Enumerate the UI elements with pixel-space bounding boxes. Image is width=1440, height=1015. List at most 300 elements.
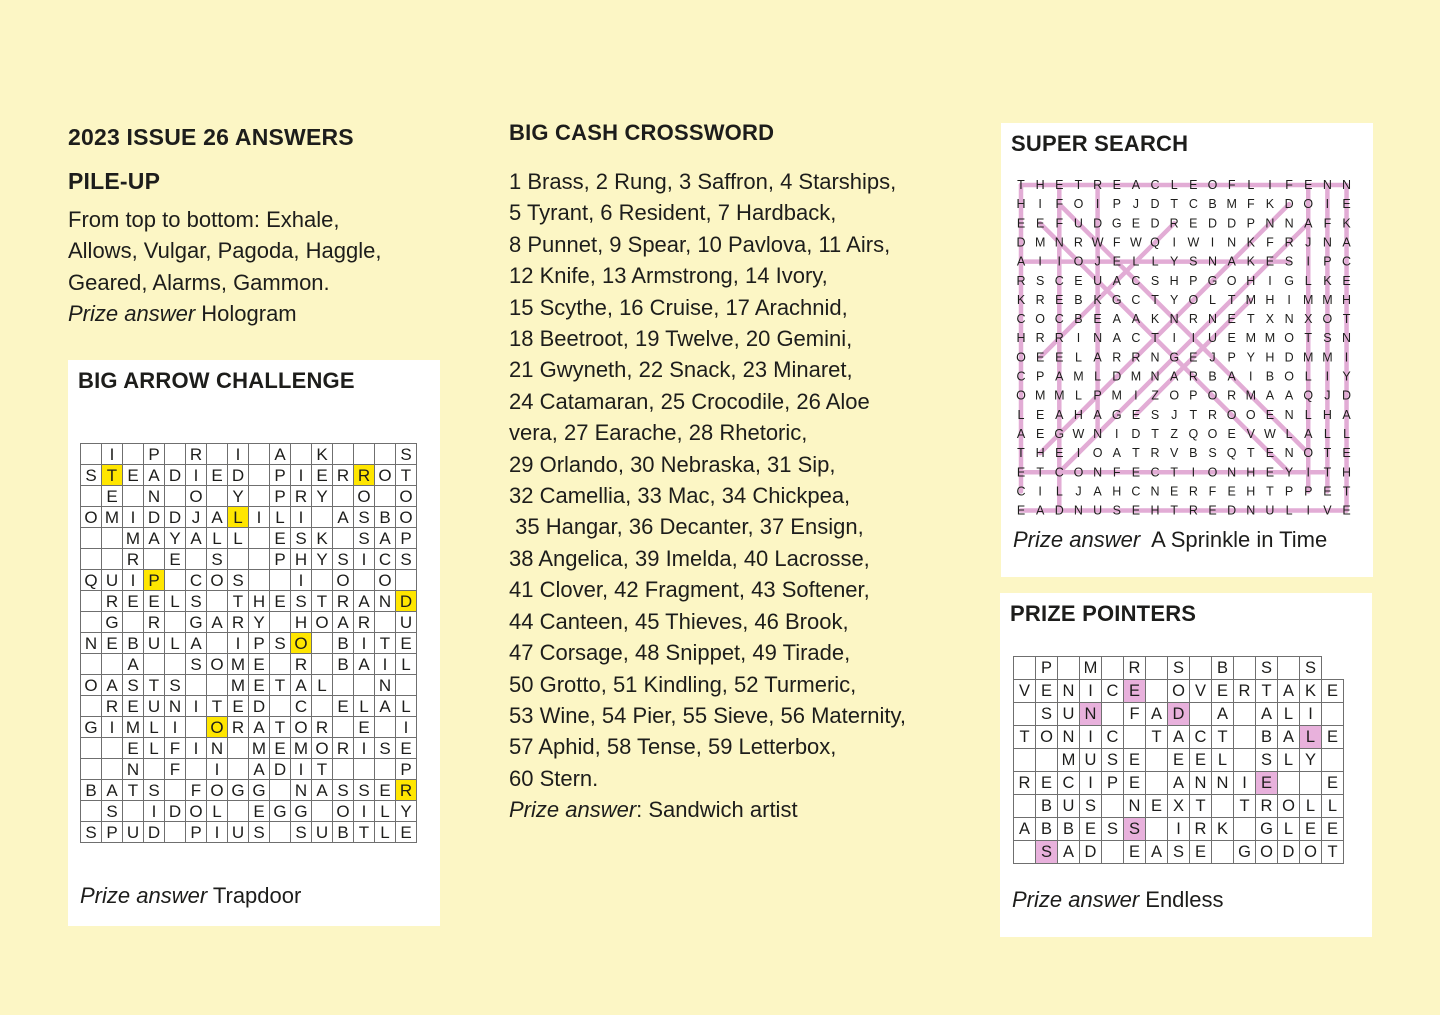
search-letter: M (1130, 369, 1142, 384)
grid-cell: L (165, 591, 186, 612)
grid-cell: D (165, 507, 186, 528)
grid-cell: D (249, 696, 270, 717)
search-letter: I (1172, 331, 1176, 346)
search-letter: G (1111, 407, 1122, 422)
search-letter: I (1344, 350, 1349, 365)
grid-row (1014, 703, 1344, 726)
grid-cell: T (1322, 841, 1344, 864)
grid-cell (81, 696, 102, 717)
grid-cell: N (123, 759, 144, 780)
grid-cell: H (249, 591, 270, 612)
grid-cell (228, 801, 249, 822)
grid-cell: E (207, 465, 228, 486)
grid-cell: E (123, 738, 144, 759)
grid-cell (270, 570, 291, 591)
grid-cell (1146, 657, 1168, 680)
search-letter: E (1189, 350, 1198, 365)
grid-cell: S (354, 780, 375, 801)
grid-cell: T (207, 696, 228, 717)
search-letter: M (1303, 292, 1314, 307)
grid-cell: N (375, 675, 396, 696)
grid-cell: I (354, 549, 375, 570)
search-letter: O (1188, 292, 1199, 307)
search-letter: K (1323, 273, 1332, 288)
grid-cell: I (144, 801, 165, 822)
grid-cell: R (1256, 795, 1278, 818)
grid-cell: C (1102, 680, 1124, 703)
search-letter: N (1093, 331, 1103, 346)
grid-cell: A (333, 507, 354, 528)
grid-cell: A (1168, 726, 1190, 749)
search-letter: N (1284, 312, 1294, 327)
grid-cell (1146, 772, 1168, 795)
search-letter: C (1342, 254, 1352, 269)
grid-table (1013, 656, 1344, 864)
grid-cell: Y (396, 801, 417, 822)
grid-cell: A (102, 675, 123, 696)
search-letter: A (1112, 446, 1121, 461)
search-letter: O (1092, 446, 1103, 461)
search-letter: E (1112, 254, 1121, 269)
grid-cell: E (1124, 680, 1146, 703)
search-letter: R (1035, 292, 1045, 307)
search-letter: E (1227, 331, 1236, 346)
grid-cell: I (102, 717, 123, 738)
grid-cell: S (291, 528, 312, 549)
grid-cell: E (144, 591, 165, 612)
search-letter: R (1073, 235, 1083, 250)
pile-up-line: From top to bottom: Exhale, (68, 207, 340, 232)
search-letter: A (1170, 369, 1179, 384)
search-letter: F (1285, 178, 1293, 192)
crossword-line: 21 Gwyneth, 22 Snack, 23 Minaret, (509, 357, 853, 383)
search-letter: L (1074, 350, 1082, 365)
search-letter: T (1151, 292, 1159, 307)
grid-cell: M (123, 717, 144, 738)
grid-cell: G (249, 780, 270, 801)
search-letter: M (1245, 292, 1257, 307)
search-letter: R (1016, 273, 1026, 288)
search-letter: L (1094, 369, 1102, 384)
search-letter: E (1035, 407, 1045, 422)
search-letter: D (1342, 388, 1352, 403)
search-letter: F (1112, 235, 1121, 250)
grid-cell: E (333, 696, 354, 717)
search-letter: C (1016, 369, 1026, 384)
search-letter: J (1094, 254, 1101, 269)
search-letter: F (1112, 465, 1121, 480)
search-letter: I (1115, 426, 1119, 441)
grid-cell (1190, 703, 1212, 726)
grid-cell: O (333, 801, 354, 822)
search-letter: K (1342, 216, 1351, 231)
grid-cell (1278, 772, 1300, 795)
grid-cell: T (354, 822, 375, 843)
grid-cell: S (1168, 841, 1190, 864)
search-letter: I (1172, 235, 1176, 250)
grid-cell: N (291, 780, 312, 801)
grid-cell (81, 801, 102, 822)
search-letter: C (1131, 292, 1141, 307)
search-letter: L (1170, 178, 1178, 192)
grid-cell: D (144, 822, 165, 843)
search-letter: U (1265, 503, 1275, 518)
grid-cell: E (1036, 772, 1058, 795)
issue-title: 2023 ISSUE 26 ANSWERS (68, 124, 354, 150)
grid-cell (375, 444, 396, 465)
search-letter: N (1073, 503, 1083, 518)
grid-cell: G (102, 612, 123, 633)
grid-cell: O (1036, 726, 1058, 749)
grid-cell (1300, 772, 1322, 795)
search-letter: H (1112, 484, 1122, 499)
prize-label: Prize answer (68, 301, 196, 327)
search-letter: R (1188, 484, 1198, 499)
grid-cell (186, 549, 207, 570)
grid-cell: I (186, 465, 207, 486)
grid-cell: I (1080, 772, 1102, 795)
search-letter: T (1189, 407, 1198, 422)
grid-cell: L (1278, 703, 1300, 726)
grid-cell: P (1102, 772, 1124, 795)
search-letter: A (1093, 407, 1102, 422)
search-letter: U (1093, 273, 1103, 288)
search-letter: M (1264, 331, 1276, 346)
grid-cell: D (228, 465, 249, 486)
search-letter: B (1265, 369, 1275, 384)
grid-cell: S (81, 822, 102, 843)
grid-cell (312, 507, 333, 528)
grid-cell: S (123, 675, 144, 696)
grid-cell: J (186, 507, 207, 528)
grid-cell: L (1322, 795, 1344, 818)
grid-cell: S (375, 738, 396, 759)
prize-value: Hologram (195, 301, 297, 327)
grid-cell: T (312, 591, 333, 612)
search-letter: N (1150, 369, 1160, 384)
grid-cell: E (1080, 818, 1102, 841)
grid-cell: E (270, 591, 291, 612)
search-letter: E (1055, 446, 1064, 461)
search-letter: F (1323, 216, 1332, 231)
search-letter: N (1246, 503, 1256, 518)
search-letter: I (1134, 388, 1138, 403)
grid-cell (1014, 841, 1036, 864)
grid-cell: E (249, 801, 270, 822)
grid-cell (270, 654, 291, 675)
search-letter: L (1074, 388, 1082, 403)
search-letter: E (1131, 216, 1141, 231)
grid-cell: S (1256, 657, 1278, 680)
search-letter: M (1245, 331, 1257, 346)
search-letter: P (1227, 350, 1236, 365)
search-letter: L (1151, 254, 1159, 269)
grid-cell: E (123, 696, 144, 717)
grid-cell: M (249, 738, 270, 759)
search-letter: A (1284, 388, 1294, 403)
grid-cell: O (81, 507, 102, 528)
grid-cell: D (396, 591, 417, 612)
grid-cell: S (354, 507, 375, 528)
pile-up-answers (68, 204, 428, 330)
grid-cell (1278, 657, 1300, 680)
grid-cell: F (1124, 703, 1146, 726)
grid-cell (312, 696, 333, 717)
grid-cell (1102, 657, 1124, 680)
grid-cell: M (1058, 749, 1080, 772)
grid-cell: A (1212, 703, 1234, 726)
grid-cell: T (123, 780, 144, 801)
grid-cell: S (186, 591, 207, 612)
grid-cell: O (375, 465, 396, 486)
grid-cell: L (354, 696, 375, 717)
grid-cell: A (312, 780, 333, 801)
grid-cell: T (270, 675, 291, 696)
grid-cell (312, 570, 333, 591)
grid-cell: G (1256, 818, 1278, 841)
grid-cell: N (81, 633, 102, 654)
search-letter: P (1189, 273, 1198, 288)
search-letter: E (1304, 178, 1313, 192)
search-letter: O (1303, 197, 1314, 212)
search-letter: I (1325, 197, 1330, 212)
grid-cell: L (144, 717, 165, 738)
grid-cell (375, 486, 396, 507)
pile-up-line: Allows, Vulgar, Pagoda, Haggle, (68, 238, 382, 264)
grid-cell (333, 444, 354, 465)
crossword-line: 29 Orlando, 30 Nebraska, 31 Sip, (509, 451, 836, 477)
search-letter: P (1093, 388, 1102, 403)
crossword-line: 35 Hangar, 36 Decanter, 37 Ensign, (509, 514, 864, 540)
grid-row (81, 486, 417, 507)
search-letter: I (1095, 197, 1100, 212)
search-letter: I (1057, 254, 1062, 269)
search-letter: F (1055, 216, 1064, 231)
search-letter: E (1170, 484, 1179, 499)
grid-cell: X (1168, 795, 1190, 818)
search-letter: W (1187, 235, 1200, 250)
grid-cell (375, 717, 396, 738)
grid-cell: B (1256, 726, 1278, 749)
search-letter: P (1112, 197, 1121, 212)
grid-cell: E (312, 465, 333, 486)
search-letter: M (1245, 388, 1257, 403)
grid-row (81, 528, 417, 549)
grid-cell: C (1190, 726, 1212, 749)
grid-cell: F (165, 738, 186, 759)
grid-cell (333, 717, 354, 738)
grid-cell: G (270, 801, 291, 822)
search-letter: G (1111, 292, 1122, 307)
search-letter: H (1246, 484, 1256, 499)
grid-cell (186, 759, 207, 780)
grid-cell (1234, 703, 1256, 726)
grid-cell: L (144, 738, 165, 759)
search-letter: C (1054, 465, 1064, 480)
grid-row (1014, 680, 1344, 703)
grid-cell (81, 654, 102, 675)
grid-cell (207, 486, 228, 507)
grid-cell: P (144, 570, 165, 591)
search-letter: E (1227, 426, 1236, 441)
grid-cell: O (312, 738, 333, 759)
search-letter: A (1342, 235, 1351, 250)
search-letter: F (1208, 484, 1217, 499)
grid-cell: O (1168, 680, 1190, 703)
grid-cell: S (165, 675, 186, 696)
crossword-line: 5 Tyrant, 6 Resident, 7 Hardback, (509, 200, 837, 226)
grid-cell: P (396, 759, 417, 780)
grid-cell (396, 570, 417, 591)
grid-row (81, 738, 417, 759)
search-letter: A (1093, 350, 1102, 365)
big-arrow-grid (80, 443, 417, 843)
grid-row (81, 801, 417, 822)
grid-cell: O (291, 717, 312, 738)
search-letter: I (1076, 331, 1081, 346)
grid-cell: T (375, 633, 396, 654)
grid-cell: E (165, 549, 186, 570)
grid-cell: G (291, 801, 312, 822)
grid-row (1014, 841, 1344, 864)
search-letter: S (1112, 503, 1121, 518)
search-letter: L (1132, 254, 1140, 269)
grid-cell: I (291, 507, 312, 528)
grid-cell (1146, 818, 1168, 841)
grid-cell: U (123, 822, 144, 843)
search-letter: T (1342, 484, 1351, 499)
search-letter: N (1284, 216, 1294, 231)
search-letter: O (1073, 465, 1084, 480)
grid-cell (207, 633, 228, 654)
grid-row (81, 612, 417, 633)
search-letter: Q (1303, 388, 1314, 403)
search-letter: M (1322, 350, 1333, 365)
search-letter: C (1131, 331, 1141, 346)
grid-cell: D (1278, 841, 1300, 864)
search-letter: C (1131, 273, 1141, 288)
search-letter: I (1268, 178, 1272, 192)
grid-cell: F (165, 759, 186, 780)
big-cash-crossword-answers (509, 166, 959, 826)
grid-row (1014, 749, 1344, 772)
grid-cell: L (207, 801, 228, 822)
search-letter: M (1073, 369, 1084, 384)
grid-cell: R (333, 738, 354, 759)
search-letter: D (1227, 216, 1237, 231)
grid-cell (270, 780, 291, 801)
search-letter: L (1304, 369, 1312, 384)
grid-cell: Y (312, 486, 333, 507)
grid-cell: A (375, 696, 396, 717)
search-letter: C (1054, 312, 1064, 327)
search-letter: N (1093, 426, 1103, 441)
grid-cell: L (1212, 749, 1234, 772)
grid-cell (102, 654, 123, 675)
grid-cell: I (102, 444, 123, 465)
grid-cell: O (291, 633, 312, 654)
grid-row (81, 633, 417, 654)
search-letter: I (1191, 331, 1196, 346)
grid-cell (1322, 749, 1344, 772)
search-letter: D (1093, 216, 1103, 231)
grid-cell (333, 528, 354, 549)
grid-row (81, 675, 417, 696)
grid-cell (1234, 818, 1256, 841)
grid-cell (81, 591, 102, 612)
grid-cell: N (1080, 703, 1102, 726)
search-letter: T (1266, 484, 1274, 499)
crossword-line: 1 Brass, 2 Rung, 3 Saffron, 4 Starships, (509, 169, 897, 194)
grid-cell (102, 738, 123, 759)
grid-cell: A (207, 507, 228, 528)
search-letter: M (1054, 388, 1065, 403)
grid-cell (354, 444, 375, 465)
grid-cell: D (144, 507, 165, 528)
big-arrow-challenge-card (68, 360, 440, 926)
grid-cell: R (102, 591, 123, 612)
grid-cell (207, 675, 228, 696)
grid-cell: E (375, 780, 396, 801)
prize-value: : Sandwich artist (636, 797, 798, 823)
grid-cell: A (1278, 680, 1300, 703)
grid-cell: I (228, 633, 249, 654)
search-letter: E (1074, 273, 1083, 288)
grid-cell: P (270, 465, 291, 486)
search-letter: O (1016, 350, 1026, 365)
search-letter: Y (1284, 465, 1294, 480)
grid-cell: P (270, 486, 291, 507)
grid-cell: E (1036, 680, 1058, 703)
prize-value: A Sprinkle in Time (1140, 527, 1328, 552)
grid-cell: M (102, 507, 123, 528)
grid-cell (1014, 795, 1036, 818)
search-letter: T (1170, 503, 1179, 518)
search-letter: A (1093, 484, 1102, 499)
grid-cell: U (1058, 795, 1080, 818)
grid-cell: K (1300, 680, 1322, 703)
grid-cell: E (102, 486, 123, 507)
grid-cell: I (375, 654, 396, 675)
grid-cell: O (1256, 841, 1278, 864)
grid-row (81, 696, 417, 717)
grid-cell (186, 675, 207, 696)
grid-cell (1322, 703, 1344, 726)
grid-cell: I (1234, 772, 1256, 795)
search-letter: E (1342, 446, 1351, 461)
grid-cell: P (102, 822, 123, 843)
search-letter: T (1170, 197, 1179, 212)
crossword-line: 44 Canteen, 45 Thieves, 46 Brook, (509, 608, 849, 634)
grid-cell: R (228, 612, 249, 633)
grid-cell: I (291, 465, 312, 486)
grid-cell (165, 780, 186, 801)
prize-label: Prize answer (1013, 527, 1141, 552)
grid-cell: D (1080, 841, 1102, 864)
grid-row (81, 549, 417, 570)
search-letter: R (1131, 350, 1141, 365)
grid-cell: E (1256, 772, 1278, 795)
grid-cell: S (1168, 657, 1190, 680)
grid-cell: A (333, 612, 354, 633)
grid-cell: C (1058, 772, 1080, 795)
grid-row (81, 465, 417, 486)
search-letter: L (1055, 484, 1063, 499)
grid-cell: N (375, 591, 396, 612)
grid-cell (1036, 749, 1058, 772)
grid-cell: T (228, 591, 249, 612)
grid-cell: U (144, 633, 165, 654)
